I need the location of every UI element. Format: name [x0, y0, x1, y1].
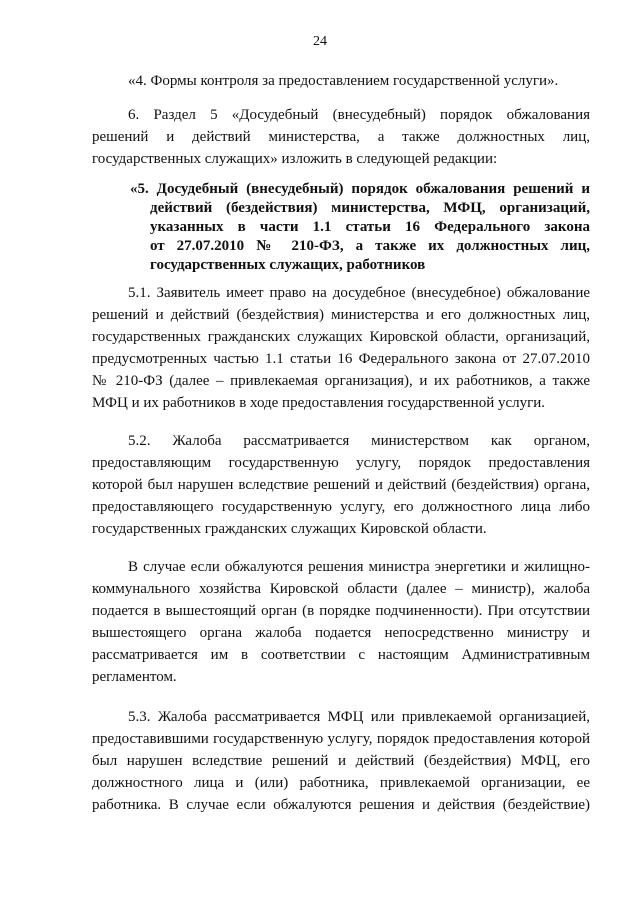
- text-line: 5.2. Жалоба рассматривается министерством как органом,: [128, 433, 590, 449]
- text-line: 5.1. Заявитель имеет право на досудебное (внесудебное) обжалование: [128, 285, 590, 301]
- text-line: государственных служащих» изложить в следующей редакции:: [92, 151, 498, 167]
- text-line: № 210-ФЗ (далее – привлекаемая организация), и их работников, а также: [92, 373, 590, 389]
- text-line: государственных гражданских служащих Кировской области.: [92, 521, 487, 537]
- text-line: предоставляющим государственную услугу, порядок предоставления: [92, 455, 590, 471]
- text-line: предоставляющего государственную услугу, его должностного лица либо: [92, 499, 590, 515]
- text-line: предоставившими государственную услугу, порядок предоставления которой: [92, 731, 590, 747]
- text-line: регламентом.: [92, 669, 177, 685]
- text-line: был нарушен вследствие решений и действий (бездействия) МФЦ, его: [92, 753, 590, 769]
- text-line: должностного лица и (или) работника, привлекаемой организации, ее: [92, 775, 590, 791]
- heading-line: «5. Досудебный (внесудебный) порядок обжалования решений и: [130, 181, 590, 197]
- paragraph-5-1: [92, 282, 590, 414]
- text-line: решений и действий (бездействия) министерства и его должностных лиц,: [92, 307, 590, 323]
- heading-line: государственных служащих, работников: [150, 257, 426, 273]
- item-6-paragraph: [92, 104, 590, 170]
- text-line: В случае если обжалуются решения министра энергетики и жилищно-: [128, 559, 590, 575]
- text-line: подается в вышестоящий орган (в порядке подчиненности). При отсутствии: [92, 603, 590, 619]
- text-line: 5.3. Жалоба рассматривается МФЦ или привлекаемой организацией,: [128, 709, 590, 725]
- text-line: работника. В случае если обжалуются решения и действия (бездействие): [92, 797, 590, 813]
- text-line: 6. Раздел 5 «Досудебный (внесудебный) порядок обжалования: [128, 107, 590, 123]
- text-line: предусмотренных частью 1.1 статьи 16 Федерального закона от 27.07.2010: [92, 351, 590, 367]
- heading-line: указанных в части 1.1 статьи 16 Федерального закона: [150, 219, 590, 235]
- text-line: государственных гражданских служащих Кировской области, организаций,: [92, 329, 590, 345]
- paragraph-5-3: [92, 706, 590, 816]
- text-line: «4. Формы контроля за предоставлением государственной услуги».: [128, 73, 559, 89]
- heading-line: от 27.07.2010 № 210-ФЗ, а также их должностных лиц,: [150, 238, 590, 254]
- text-line: рассматривается им в соответствии с настоящим Административным: [92, 647, 590, 663]
- paragraph-5-2: [92, 430, 590, 540]
- section-5-heading: [130, 180, 590, 275]
- text-line: которой был нарушен вследствие решений и действий (бездействия) органа,: [92, 477, 590, 493]
- intro-paragraph: [92, 70, 590, 92]
- text-line: вышестоящего органа жалоба подается непосредственно министру и: [92, 625, 590, 641]
- heading-line: действий (бездействия) министерства, МФЦ, организаций,: [150, 200, 590, 216]
- text-line: МФЦ и их работников в ходе предоставления государственной услуги.: [92, 395, 546, 411]
- text-line: коммунального хозяйства Кировской области (далее – министр), жалоба: [92, 581, 590, 597]
- text-line: решений и действий министерства, а также должностных лиц,: [92, 129, 590, 145]
- page-number: 24: [313, 34, 327, 49]
- paragraph-5-2-continued: [92, 556, 590, 688]
